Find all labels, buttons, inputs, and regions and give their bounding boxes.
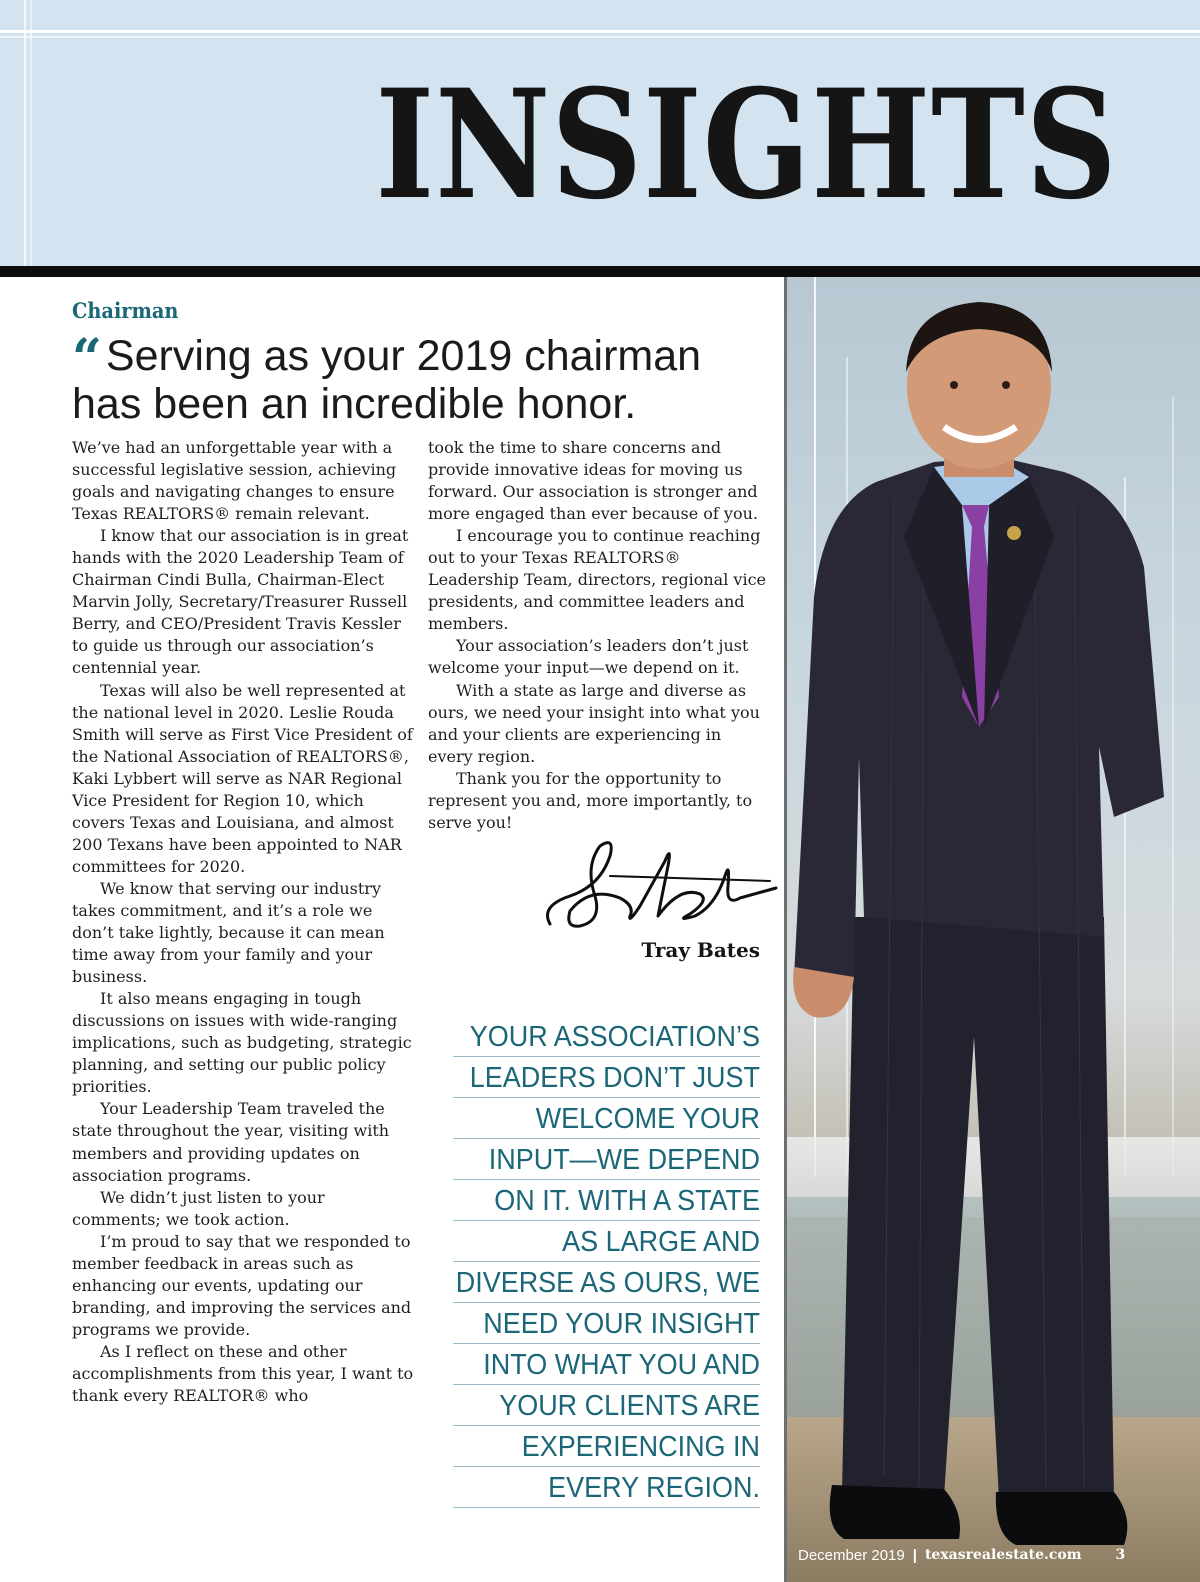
pull-quote-line: WELCOME YOUR bbox=[453, 1100, 760, 1139]
article-headline bbox=[72, 328, 772, 428]
body-paragraph: I encourage you to continue reaching out to your Texas REALTORS® Leadership Team, directors, regional vice presidents, and committee leaders and members. bbox=[428, 526, 767, 634]
body-paragraph: Your Leadership Team traveled the state throughout the year, visiting with members and providing updates on association programs. bbox=[72, 1099, 390, 1185]
body-paragraph: Your association’s leaders don’t just welcome your input—we depend on it. bbox=[428, 636, 749, 678]
header-stripe bbox=[24, 0, 26, 268]
pull-quote-line: YOUR ASSOCIATION’S bbox=[453, 1018, 760, 1057]
pull-quote-line: YOUR CLIENTS ARE bbox=[453, 1387, 760, 1426]
pull-quote-line: NEED YOUR INSIGHT bbox=[453, 1305, 760, 1344]
body-paragraph: took the time to share concerns and provide innovative ideas for moving us forward. Our association is stronger and more engaged than ever because of you. bbox=[428, 438, 758, 524]
page-footer bbox=[784, 1540, 1200, 1570]
right-eye bbox=[1002, 381, 1010, 389]
header-band bbox=[0, 0, 1200, 268]
page-title: INSIGHTS bbox=[375, 57, 1118, 233]
body-paragraph: With a state as large and diverse as ours, we need your insight into what you and your clients are experiencing in every region. bbox=[428, 680, 760, 766]
header-stripe bbox=[30, 0, 32, 268]
body-paragraph: Texas will also be well represented at the national level in 2020. Leslie Rouda Smith will serve as First Vice President of the National Association of REALTORS®, Kaki Lybbert will serve as NAR Regional Vice President for Region 10, which covers Texas and Louisiana, and almost 200 Texans have been appointed to NAR committees for 2020. bbox=[72, 680, 413, 876]
pull-quote-line: LEADERS DON’T JUST bbox=[453, 1059, 760, 1098]
left-shoe bbox=[830, 1485, 960, 1539]
pull-quote-line: INPUT—WE DEPEND bbox=[453, 1141, 760, 1180]
header-stripe bbox=[0, 30, 1200, 33]
body-paragraph: It also means engaging in tough discussions on issues with wide-ranging implications, such as budgeting, strategic planning, and setting our public policy priorities. bbox=[72, 989, 412, 1097]
footer-separator: | bbox=[912, 1546, 917, 1564]
pull-quote-line: DIVERSE AS OURS, WE bbox=[453, 1264, 760, 1303]
lapel-pin bbox=[1007, 526, 1021, 540]
quote-icon: “ bbox=[72, 328, 98, 389]
body-paragraph: We didn’t just listen to your comments; we took action. bbox=[72, 1187, 325, 1229]
body-column-left bbox=[72, 437, 417, 1407]
right-shoe bbox=[996, 1492, 1128, 1545]
body-column-right bbox=[428, 437, 768, 834]
body-paragraph: We know that serving our industry takes commitment, and it’s a role we don’t take lightly, because it can mean time away from your family and your business. bbox=[72, 878, 385, 987]
body-paragraph: I know that our association is in great hands with the 2020 Leadership Team of Chairman Cindi Bulla, Chairman-Elect Marvin Jolly, Secretary/Treasurer Russell Berry, and CEO/President Travis Kessler to guide us through our association’s centennial year. bbox=[72, 526, 409, 678]
page-number: 3 bbox=[1115, 1547, 1126, 1563]
section-label: Chairman bbox=[72, 298, 179, 323]
pull-quote-line: INTO WHAT YOU AND bbox=[453, 1346, 760, 1385]
pull-quote-line: ON IT. WITH A STATE bbox=[453, 1182, 760, 1221]
signer-name: Tray Bates bbox=[641, 938, 760, 962]
signature-icon bbox=[540, 836, 780, 936]
trousers bbox=[842, 917, 1114, 1499]
chairman-figure bbox=[784, 277, 1200, 1582]
body-paragraph: As I reflect on these and other accomplishments from this year, I want to thank every REALTOR® who bbox=[72, 1341, 414, 1406]
chairman-photo bbox=[784, 277, 1200, 1582]
pull-quote-line: EVERY REGION. bbox=[453, 1469, 760, 1508]
footer-website-link[interactable]: texasrealestate.com bbox=[924, 1547, 1082, 1563]
body-paragraph: Thank you for the opportunity to represent you and, more importantly, to serve you! bbox=[428, 768, 753, 832]
pull-quote bbox=[430, 1018, 760, 1510]
body-paragraph: I’m proud to say that we responded to member feedback in areas such as enhancing our events, updating our branding, and improving the services and programs we provide. bbox=[72, 1231, 412, 1339]
body-paragraph: We’ve had an unforgettable year with a successful legislative session, achieving goals and navigating changes to ensure Texas REALTORS® remain relevant. bbox=[72, 438, 397, 524]
footer-date: December 2019 bbox=[798, 1546, 905, 1564]
pull-quote-line: AS LARGE AND bbox=[453, 1223, 760, 1262]
headline-text: Serving as your 2019 chairman has been an incredible honor. bbox=[72, 332, 702, 428]
left-eye bbox=[950, 381, 958, 389]
header-stripe bbox=[0, 36, 1200, 38]
header-divider bbox=[0, 266, 1200, 277]
pull-quote-line: EXPERIENCING IN bbox=[453, 1428, 760, 1467]
